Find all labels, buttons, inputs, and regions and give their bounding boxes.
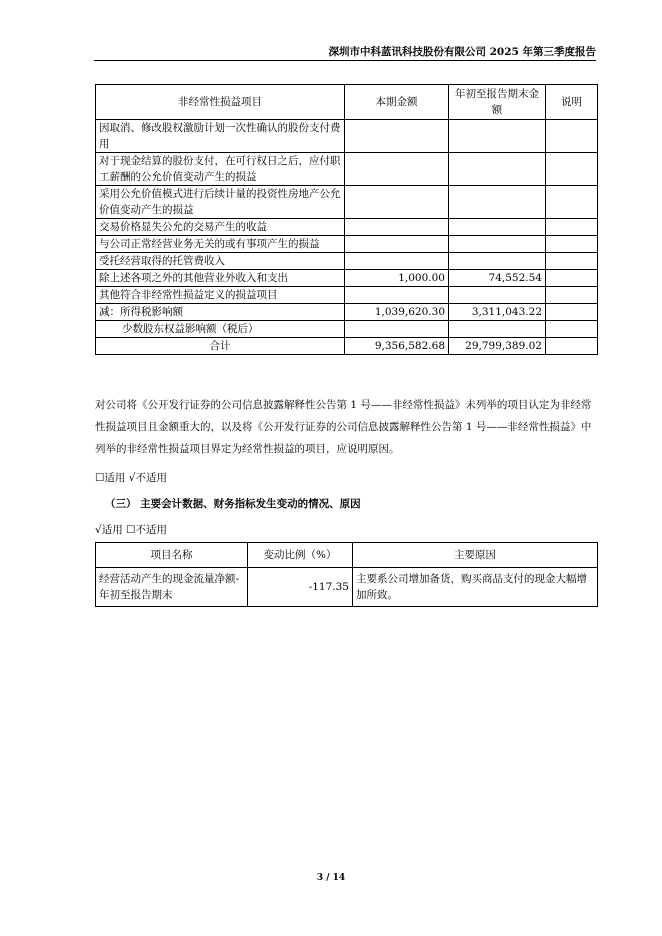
table-header-row <box>96 85 598 120</box>
row-item: 合计 <box>96 338 345 355</box>
table-row <box>96 304 598 321</box>
non-recurring-gains-losses-table <box>95 84 598 355</box>
row-note <box>546 219 598 236</box>
row-ytd <box>449 120 546 153</box>
row-current <box>345 186 449 219</box>
row-ytd <box>449 253 546 270</box>
row-current: 1,000.00 <box>345 270 449 287</box>
section-heading: （三） 主要会计数据、财务指标发生变动的情况、原因 <box>105 498 361 510</box>
row-item: 少数股东权益影响额（税后） <box>96 321 345 338</box>
col-header-ytd: 年初至报告期末金额 <box>449 85 546 120</box>
row-current: 1,039,620.30 <box>345 304 449 321</box>
row-current <box>345 153 449 186</box>
row-ytd <box>449 153 546 186</box>
row-name: 经营活动产生的现金流量净额-年初至报告期末 <box>96 568 248 607</box>
row-ytd <box>449 321 546 338</box>
col-header-ratio: 变动比例（%） <box>248 543 353 568</box>
row-ytd: 74,552.54 <box>449 270 546 287</box>
row-ytd <box>449 186 546 219</box>
row-ytd <box>449 236 546 253</box>
row-current <box>345 219 449 236</box>
table-row <box>96 236 598 253</box>
row-item: 受托经营取得的托管费收入 <box>96 253 345 270</box>
row-note <box>546 304 598 321</box>
explanation-paragraph: 对公司将《公开发行证券的公司信息披露解释性公告第 1 号——非经常性损益》未列举的项目认定为非经常性损益项目且金额重大的，以及将《公开发行证券的公司信息披露解释性公告第 1 号——非经常性损益》中列举的非经常性损益项目界定为经常性损益的项目，应说明原因。 <box>95 399 592 455</box>
row-item: 其他符合非经常性损益定义的损益项目 <box>96 287 345 304</box>
row-current <box>345 321 449 338</box>
row-ytd <box>449 287 546 304</box>
row-note <box>546 287 598 304</box>
row-note <box>546 153 598 186</box>
row-item: 采用公允价值模式进行后续计量的投资性房地产公允价值变动产生的损益 <box>96 186 345 219</box>
row-note <box>546 321 598 338</box>
col-header-current: 本期金额 <box>345 85 449 120</box>
row-ratio: -117.35 <box>248 568 353 607</box>
page-header: 深圳市中科蓝讯科技股份有限公司 2025 年第三季度报告 <box>328 46 596 58</box>
applicability-option-2: √适用 ☐不适用 <box>95 524 167 536</box>
table-header-row <box>96 543 598 568</box>
row-note <box>546 236 598 253</box>
row-ytd: 3,311,043.22 <box>449 304 546 321</box>
row-ytd: 29,799,389.02 <box>449 338 546 355</box>
applicability-option-1: ☐适用 √不适用 <box>95 472 167 484</box>
row-item: 除上述各项之外的其他营业外收入和支出 <box>96 270 345 287</box>
row-note <box>546 186 598 219</box>
table-row <box>96 219 598 236</box>
change-reasons-table <box>95 542 598 607</box>
table-row <box>96 287 598 304</box>
row-current: 9,356,582.68 <box>345 338 449 355</box>
col-header-reason: 主要原因 <box>353 543 598 568</box>
table-row <box>96 270 598 287</box>
row-current <box>345 287 449 304</box>
table-row <box>96 568 598 607</box>
row-ytd <box>449 219 546 236</box>
col-header-name: 项目名称 <box>96 543 248 568</box>
header-divider <box>94 60 596 61</box>
row-current <box>345 120 449 153</box>
row-item: 交易价格显失公允的交易产生的收益 <box>96 219 345 236</box>
table-row <box>96 153 598 186</box>
row-item: 因取消、修改股权激励计划一次性确认的股份支付费用 <box>96 120 345 153</box>
table-row <box>96 253 598 270</box>
col-header-item: 非经常性损益项目 <box>96 85 345 120</box>
row-note <box>546 253 598 270</box>
row-note <box>546 120 598 153</box>
row-current <box>345 253 449 270</box>
row-note <box>546 270 598 287</box>
row-item: 与公司正常经营业务无关的或有事项产生的损益 <box>96 236 345 253</box>
table-row <box>96 186 598 219</box>
table-total-row <box>96 338 598 355</box>
row-current <box>345 236 449 253</box>
row-item: 对于现金结算的股份支付，在可行权日之后，应付职工薪酬的公允价值变动产生的损益 <box>96 153 345 186</box>
row-reason: 主要系公司增加备货，购买商品支付的现金大幅增加所致。 <box>353 568 598 607</box>
col-header-note: 说明 <box>546 85 598 120</box>
table-row <box>96 321 598 338</box>
table-row <box>96 120 598 153</box>
row-note <box>546 338 598 355</box>
row-item: 减：所得税影响额 <box>96 304 345 321</box>
page-number: 3 / 14 <box>316 873 346 883</box>
